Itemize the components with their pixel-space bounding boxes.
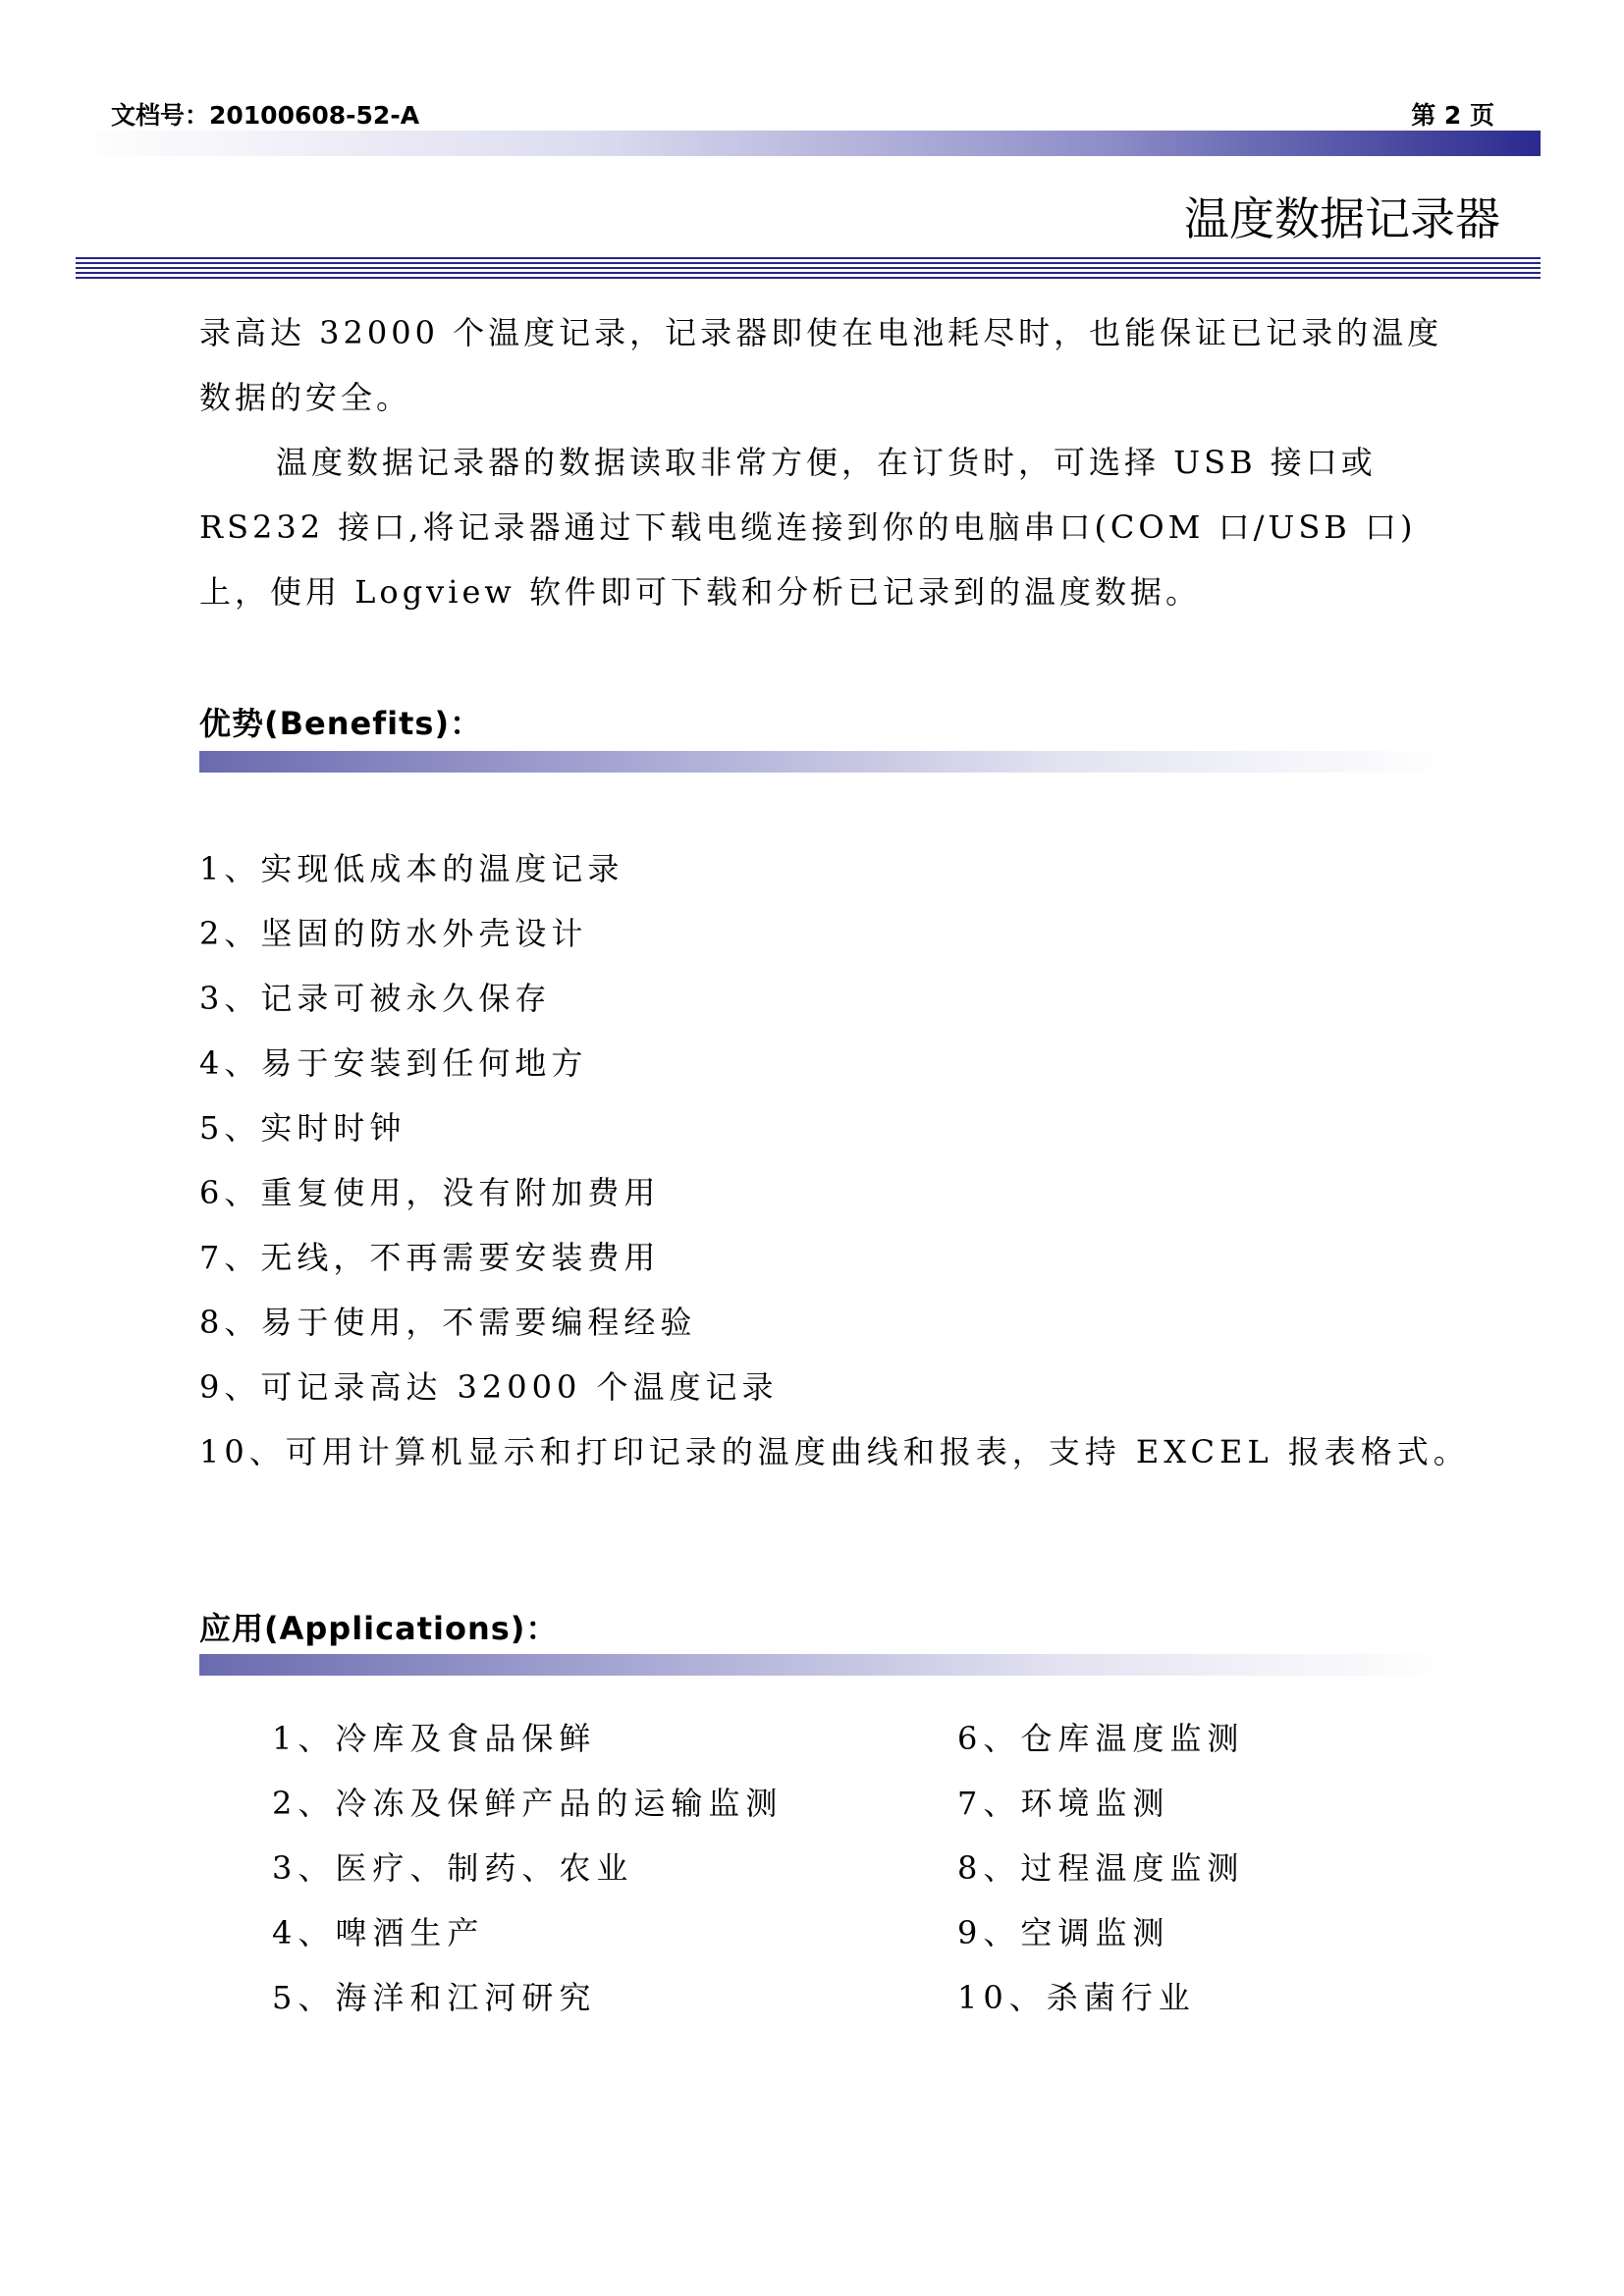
document-number: 文档号：20100608-52-A	[111, 101, 420, 130]
list-item: 1、实现低成本的温度记录	[199, 850, 624, 887]
list-item: 5、海洋和江河研究	[272, 1979, 597, 2016]
list-item: 3、医疗、制药、农业	[272, 1849, 634, 1887]
applications-heading: 应用(Applications)：	[199, 1610, 559, 1647]
list-item: 10、可用计算机显示和打印记录的温度曲线和报表，支持 EXCEL 报表格式。	[199, 1433, 1470, 1470]
list-item: 6、仓库温度监测	[957, 1720, 1245, 1757]
document-title: 温度数据记录器	[1184, 192, 1500, 245]
list-item: 9、可记录高达 32000 个温度记录	[199, 1368, 779, 1406]
intro-paragraph-1: 录高达 32000 个温度记录，记录器即使在电池耗尽时，也能保证已记录的温度数据的安全。	[199, 314, 1443, 416]
list-item: 4、易于安装到任何地方	[199, 1044, 588, 1082]
list-item: 5、实时时钟	[199, 1109, 406, 1147]
intro-text	[199, 300, 1466, 624]
header-gradient-bar	[76, 131, 1541, 156]
list-item: 8、过程温度监测	[957, 1849, 1245, 1887]
benefits-list	[199, 836, 1470, 1484]
list-item: 1、冷库及食品保鲜	[272, 1720, 597, 1757]
intro-paragraph-2: 温度数据记录器的数据读取非常方便，在订货时，可选择 USB 接口或 RS232 接口,将记录器通过下载电缆连接到你的电脑串口(COM 口/USB 口)上，使用 Logview 软件即可下载和分析已记录到的温度数据。	[199, 444, 1417, 611]
page-number: 第 2 页	[1411, 101, 1494, 130]
list-item: 7、环境监测	[957, 1785, 1170, 1822]
applications-divider	[199, 1654, 1446, 1676]
list-item: 2、坚固的防水外壳设计	[199, 915, 588, 952]
applications-list-right	[957, 1706, 1244, 2030]
list-item: 2、冷冻及保鲜产品的运输监测	[272, 1785, 784, 1822]
list-item: 7、无线，不再需要安装费用	[199, 1239, 661, 1276]
list-item: 8、易于使用，不需要编程经验	[199, 1304, 697, 1341]
applications-list-left	[272, 1706, 783, 2030]
benefits-divider	[199, 751, 1446, 773]
list-item: 3、记录可被永久保存	[199, 980, 552, 1017]
title-divider	[76, 257, 1541, 283]
list-item: 4、啤酒生产	[272, 1914, 485, 1951]
list-item: 10、杀菌行业	[957, 1979, 1196, 2016]
benefits-heading: 优势(Benefits)：	[199, 705, 483, 742]
list-item: 6、重复使用，没有附加费用	[199, 1174, 661, 1211]
list-item: 9、空调监测	[957, 1914, 1170, 1951]
